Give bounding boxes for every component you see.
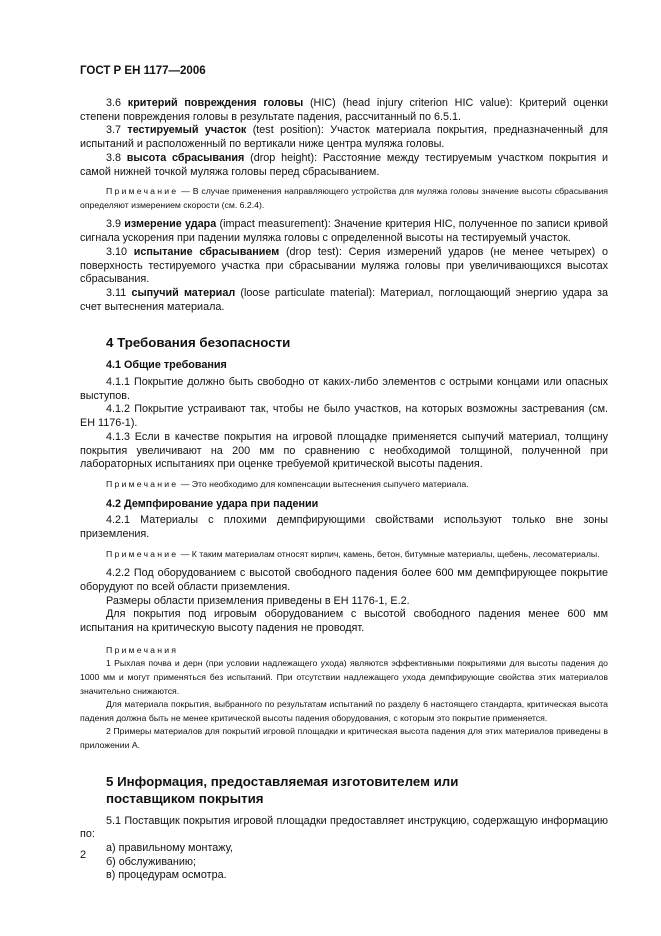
para-5-1: 5.1 Поставщик покрытия игровой площадки предоставляет инструкцию, содержащую информацию по:	[80, 814, 608, 841]
para-4-1-1: 4.1.1 Покрытие должно быть свободно от каких-либо элементов с острыми концами или опасных выступов.	[80, 376, 608, 402]
para-4-2-2-low-height: Для покрытия под игровым оборудованием с высотой свободного падения менее 600 мм испытания на критическую высоту падения не проводят.	[80, 608, 608, 635]
note-3-8: Примечание — В случае применения направляющего устройства для муляжа головы значение высоты сбрасывания определяют измерением скорости (см. 6.2.4).	[80, 186, 608, 210]
section-5-title: 5 Информация, предоставляемая изготовителем или поставщиком покрытия	[106, 773, 459, 806]
term-3-11: 3.11 сыпучий материал (loose particulate material): Материал, поглощающий энергию удара за счет вытеснения материала.	[80, 286, 608, 313]
term-3-8: 3.8 высота сбрасывания (drop height): Расстояние между тестируемым участком покрытия и самой нижней точкой муляжа головы перед сбрасыванием.	[80, 151, 609, 178]
section-4-2-title: 4.2 Демпфирование удара при падении	[106, 497, 319, 510]
para-4-2-2-dimensions: Размеры области приземления приведены в ЕН 1176-1, Е.2.	[106, 594, 410, 607]
term-3-7: 3.7 тестируемый участок (test position): Участок материала покрытия, предназначенный для испытаний и расположенный по вертикали ниже центра муляжа головы.	[80, 124, 609, 151]
notes-label: Примечания	[106, 644, 179, 655]
note-1: 1 Рыхлая почва и дерн (при условии надлежащего ухода) являются эффективными покрытиями для высоты падения до 1000 мм и могут применяться без испытаний. При отсутствии надлежащего ухода демпфирующие свойства этих материалов значительно снижаются.	[80, 658, 608, 696]
term-3-6: 3.6 критерий повреждения головы (HIC) (head injury criterion HIC value): Критерий оценки степени повреждения головы в результате падения, рассчитанный по 6.5.1.	[80, 97, 609, 123]
list-item: б) обслуживанию;	[106, 855, 197, 868]
note-2: 2 Примеры материалов для покрытий игровой площадки и критическая высота падения для этих материалов приведены в приложении А.	[80, 726, 608, 750]
note-4-2-1: Примечание — К таким материалам относят кирпич, камень, бетон, битумные материалы, щебень, лесоматериалы.	[106, 548, 600, 559]
page-number: 2	[80, 849, 87, 861]
list-item: а) правильному монтажу,	[106, 841, 233, 854]
note-1-continued: Для материала покрытия, выбранного по результатам испытаний по разделу 6 настоящего стандарта, критическая высота падения должна быть не менее критической высоты падения оборудования, с которым это покрытие применяется.	[80, 699, 608, 723]
document-header: ГОСТ Р ЕН 1177—2006	[80, 65, 206, 77]
para-4-2-2: 4.2.2 Под оборудованием с высотой свободного падения более 600 мм демпфирующее покрытие оборудуют по всей области приземления.	[80, 567, 608, 593]
para-4-2-1: 4.2.1 Материалы с плохими демпфирующими свойствами используют только вне зоны приземления.	[80, 514, 608, 540]
term-3-9: 3.9 измерение удара (impact measurement): Значение критерия HIC, полученное по записи кривой сигнала ускорения при падении муляжа головы с определенной высоты на тестируемый участок.	[80, 218, 609, 245]
term-3-10: 3.10 испытание сбрасыванием (drop test): Серия измерений ударов (не менее четырех) о поверхность тестируемого участка при сбрасывании муляжа головы при увеличивающихся высотах сбрасывания.	[80, 245, 608, 286]
para-4-1-2: 4.1.2 Покрытие устраивают так, чтобы не было участков, на которых возможны застревания (см. ЕН 1176-1).	[80, 403, 608, 430]
para-4-1-3: 4.1.3 Если в качестве покрытия на игровой площадке применяется сыпучий материал, толщину покрытия увеличивают на 200 мм по сравнению с необходимой толщиной, полученной при лабораторных испытаниях при оценке требуемой критической высоты падения.	[80, 430, 608, 471]
page-content	[80, 97, 608, 883]
section-4-title: 4 Требования безопасности	[106, 335, 291, 351]
note-4-1-3: Примечание — Это необходимо для компенсации вытеснения сыпучего материала.	[106, 478, 469, 489]
list-item: в) процедурам осмотра.	[106, 869, 227, 882]
section-4-1-title: 4.1 Общие требования	[106, 359, 227, 372]
